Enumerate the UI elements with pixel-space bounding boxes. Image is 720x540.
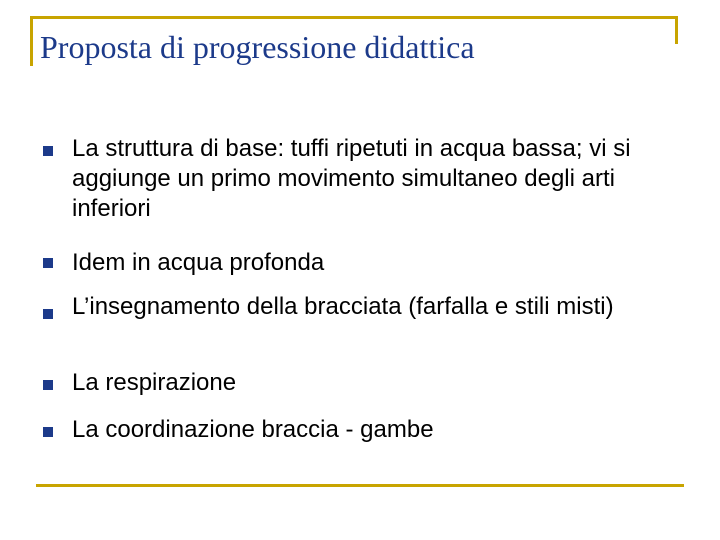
square-bullet-icon xyxy=(43,146,53,156)
square-bullet-icon xyxy=(43,309,53,319)
list-item: L’insegnamento della bracciata (farfalla e stili misti) xyxy=(72,293,614,320)
list-item: La coordinazione braccia - gambe xyxy=(72,416,434,443)
slide-title: Proposta di progressione didattica xyxy=(40,29,475,65)
square-bullet-icon xyxy=(43,380,53,390)
list-item: Idem in acqua profonda xyxy=(72,249,325,276)
square-bullet-icon xyxy=(43,258,53,268)
frame-bottom-line xyxy=(36,484,684,487)
list-item: La struttura di base: tuffi ripetuti in acqua bassa; vi si aggiunge un primo movimento simultaneo degli arti inferiori xyxy=(72,135,631,222)
list-item: La respirazione xyxy=(72,369,237,396)
square-bullet-icon xyxy=(43,427,53,437)
